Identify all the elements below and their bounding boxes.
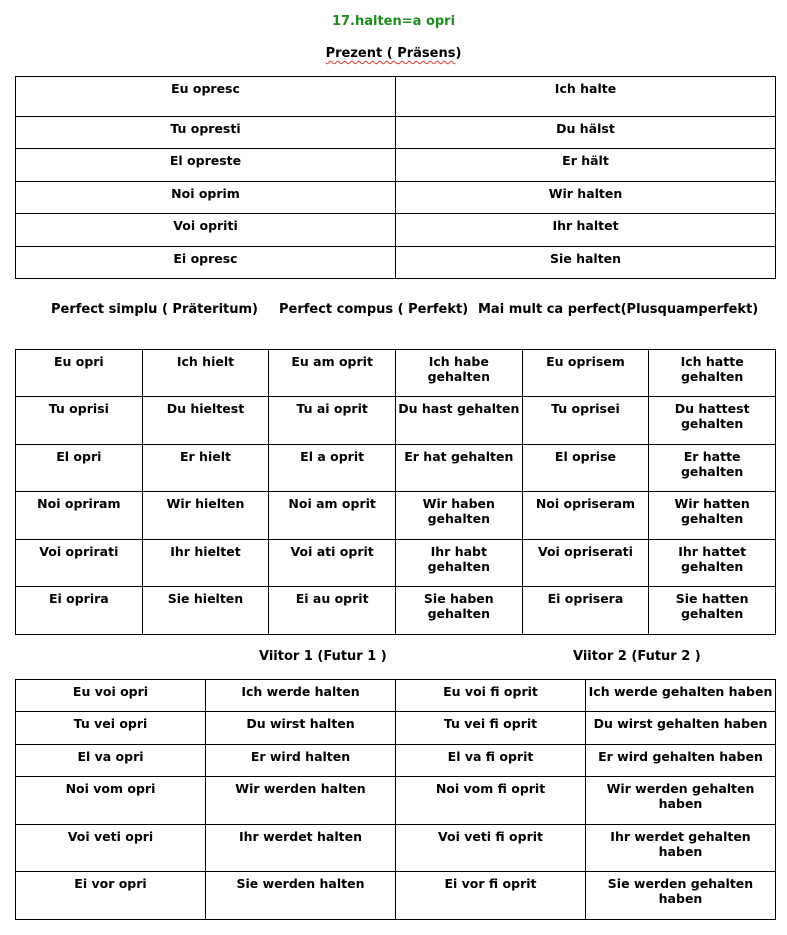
table-cell: Du hieltest [142,397,269,445]
table-cell: Ihr hattet gehalten [649,540,776,587]
table-cell: Ich hielt [142,350,269,397]
table-row [16,445,776,492]
table-cell: Sie halten [396,247,776,279]
table-row [16,77,776,117]
table-cell: Ihr hieltet [142,540,269,587]
table-cell: Tu vei fi oprit [396,712,586,745]
table-cell: Wir hatten gehalten [649,492,776,540]
table-cell: Du hälst [396,117,776,149]
prezent-heading [0,46,787,61]
table-row [16,712,776,745]
table-cell: El a oprit [269,445,396,492]
table-cell: Du wirst gehalten haben [586,712,776,745]
perfekt-heading: Perfect compus ( Perfekt) [279,302,469,317]
table-cell: El opri [16,445,143,492]
table-cell: Wir hielten [142,492,269,540]
table-row [16,587,776,635]
table-cell: Eu am oprit [269,350,396,397]
table-cell: Du hattest gehalten [649,397,776,445]
table-row [16,825,776,872]
prezent-heading-prefix: Prezent ( [325,46,398,61]
table-cell: Er wird halten [206,745,396,777]
futur2-heading: Viitor 2 (Futur 2 ) [573,649,701,664]
table-cell: Voi opriratі [16,540,143,587]
table-cell: Wir halten [396,182,776,214]
table-cell: Voi veti fi oprit [396,825,586,872]
table-row [16,117,776,149]
table-cell: Ei vor fi oprit [396,872,586,920]
table-cell: Sie werden gehalten haben [586,872,776,920]
table-cell: Tu oprisi [16,397,143,445]
table-cell: Er hielt [142,445,269,492]
table-cell: Noi vom opri [16,777,206,825]
table-cell: Ihr haltet [396,214,776,247]
table-cell: Sie hielten [142,587,269,635]
table-row [16,680,776,712]
table-cell: Er wird gehalten haben [586,745,776,777]
table-row [16,247,776,279]
prezent-heading-word: Präsens [397,46,456,61]
table-cell: Sie haben gehalten [395,587,522,635]
table-cell: Ich werde gehalten haben [586,680,776,712]
table-cell: Ei opresc [16,247,396,279]
plusquamperfekt-heading: Mai mult ca perfect(Plusquamperfekt) [478,302,759,317]
table-cell: Noi opriseram [522,492,649,540]
table-cell: El va opri [16,745,206,777]
table-cell: Ei vor opri [16,872,206,920]
prezent-table [15,76,776,279]
table-cell: Tu oprisei [522,397,649,445]
table-cell: Eu voi fi oprit [396,680,586,712]
table-cell: Tu vei opri [16,712,206,745]
table-cell: Noi am oprit [269,492,396,540]
preterit-heading: Perfect simplu ( Präteritum) [51,302,258,317]
table-cell: Noi opriram [16,492,143,540]
table-cell: Ei au oprit [269,587,396,635]
table-cell: El va fi oprit [396,745,586,777]
table-cell: Ihr habt gehalten [395,540,522,587]
table-cell: Noi vom fi oprit [396,777,586,825]
table-cell: Tu ai oprit [269,397,396,445]
table-row [16,214,776,247]
table-cell: Ei oprira [16,587,143,635]
table-cell: Tu opresti [16,117,396,149]
table-cell: Voi opriti [16,214,396,247]
table-cell: Eu oprisem [522,350,649,397]
past-table [15,349,776,635]
table-cell: Voi veti opri [16,825,206,872]
table-cell: Ihr werdet gehalten haben [586,825,776,872]
table-row [16,777,776,825]
table-cell: Ich werde halten [206,680,396,712]
table-cell: Wir werden gehalten haben [586,777,776,825]
table-cell: Ihr werdet halten [206,825,396,872]
table-cell: Er hat gehalten [395,445,522,492]
table-row [16,182,776,214]
table-row [16,872,776,920]
table-cell: Ich halte [396,77,776,117]
table-cell: Voi opriserati [522,540,649,587]
future-table [15,679,776,920]
table-cell: Wir haben gehalten [395,492,522,540]
table-cell: Eu voi opri [16,680,206,712]
table-cell: Er hält [396,149,776,182]
table-cell: Sie werden halten [206,872,396,920]
table-cell: Noi oprim [16,182,396,214]
table-cell: El oprise [522,445,649,492]
table-cell: Ich hatte gehalten [649,350,776,397]
table-cell: Ei oprisera [522,587,649,635]
table-cell: Eu opresc [16,77,396,117]
table-row [16,149,776,182]
table-row [16,540,776,587]
table-cell: Ich habe gehalten [395,350,522,397]
futur1-heading: Viitor 1 (Futur 1 ) [259,649,387,664]
table-cell: Sie hatten gehalten [649,587,776,635]
table-row [16,745,776,777]
table-cell: Eu opri [16,350,143,397]
table-cell: Wir werden halten [206,777,396,825]
table-cell: Er hatte gehalten [649,445,776,492]
table-cell: Du wirst halten [206,712,396,745]
table-cell: El opreste [16,149,396,182]
table-row [16,397,776,445]
table-cell: Voi ati oprit [269,540,396,587]
table-row [16,350,776,397]
page-title: 17.halten=a opri [331,14,456,29]
table-row [16,492,776,540]
table-cell: Du hast gehalten [395,397,522,445]
prezent-heading-suffix: ) [455,46,462,61]
